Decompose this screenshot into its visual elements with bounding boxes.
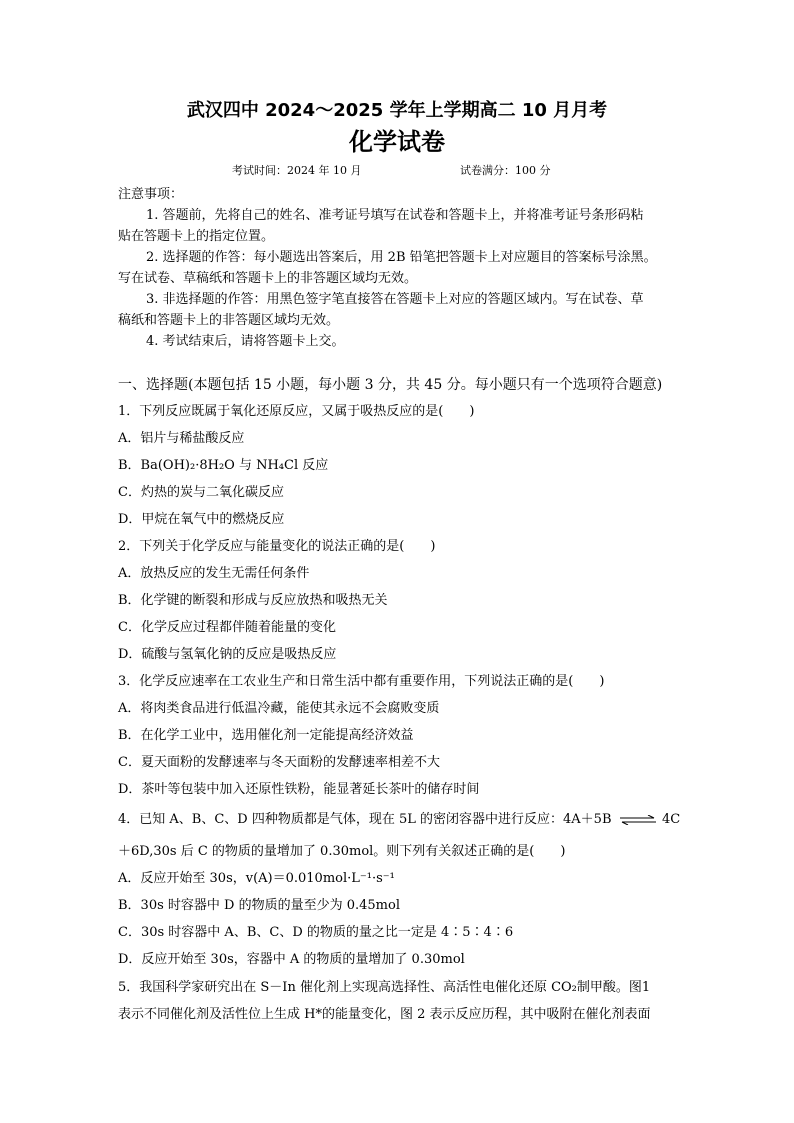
note-line: 写在试卷、草稿纸和答题卡上的非答题区域均无效。 <box>118 271 418 286</box>
question-stem: ＋6D,30s 后 C 的物质的量增加了 0.30mol。则下列有关叙述正确的是( ) <box>118 844 566 859</box>
question-option: D．反应开始至 30s，容器中 A 的物质的量增加了 0.30mol <box>118 952 465 967</box>
question-option: D．甲烷在氧气中的燃烧反应 <box>118 512 285 527</box>
note-line: 贴在答题卡上的指定位置。 <box>118 229 275 244</box>
question-stem-product: 4C <box>662 812 681 827</box>
exam-title-subject: 化学试卷 <box>349 128 445 156</box>
note-line: 3. 非选择题的作答：用黑色签字笔直接答在答题卡上对应的答题区域内。写在试卷、草 <box>146 292 644 307</box>
question-option: C．化学反应过程都伴随着能量的变化 <box>118 620 336 635</box>
question-stem: 1．下列反应既属于氧化还原反应，又属于吸热反应的是( ) <box>118 404 475 419</box>
note-line: 4. 考试结束后，请将答题卡上交。 <box>146 334 345 349</box>
full-score: 试卷满分：100 分 <box>460 164 551 177</box>
exam-time: 考试时间：2024 年 10 月 <box>232 164 362 177</box>
question-stem: 5．我国科学家研究出在 S－In 催化剂上实现高选择性、高活性电催化还原 CO₂制甲酸。图1 <box>118 980 651 995</box>
question-stem: 表示不同催化剂及活性位上生成 H*的能量变化，图 2 表示反应历程，其中吸附在催化剂表面 <box>118 1007 651 1022</box>
question-option: C．夏天面粉的发酵速率与冬天面粉的发酵速率相差不大 <box>118 755 440 770</box>
question-stem: 3．化学反应速率在工农业生产和日常生活中都有重要作用，下列说法正确的是( ) <box>118 674 605 689</box>
question-stem: 4．已知 A、B、C、D 四种物质都是气体，现在 5L 的密闭容器中进行反应：4A＋5B <box>118 812 612 827</box>
question-option: B．化学键的断裂和形成与反应放热和吸热无关 <box>118 593 388 608</box>
question-option: B．Ba(OH)₂·8H₂O 与 NH₄Cl 反应 <box>118 458 329 473</box>
question-stem: 2．下列关于化学反应与能量变化的说法正确的是( ) <box>118 539 436 554</box>
question-option: D．茶叶等包装中加入还原性铁粉，能显著延长茶叶的储存时间 <box>118 782 480 797</box>
question-option: A．铝片与稀盐酸反应 <box>118 431 245 446</box>
question-option: D．硫酸与氢氧化钠的反应是吸热反应 <box>118 647 337 662</box>
equilibrium-arrow-icon <box>620 815 656 825</box>
question-option: B．在化学工业中，选用催化剂一定能提高经济效益 <box>118 728 414 743</box>
note-line: 1. 答题前，先将自己的姓名、准考证号填写在试卷和答题卡上，并将准考证号条形码粘 <box>146 208 644 223</box>
exam-title-school: 武汉四中 2024～2025 学年上学期高二 10 月月考 <box>186 100 608 121</box>
section-heading: 一、选择题(本题包括 15 小题，每小题 3 分，共 45 分。每小题只有一个选项符合题意) <box>118 377 663 393</box>
notes-heading: 注意事项： <box>118 187 184 202</box>
question-option: A．放热反应的发生无需任何条件 <box>118 566 310 581</box>
question-option: A．将肉类食品进行低温冷藏，能使其永远不会腐败变质 <box>118 701 440 716</box>
question-option: C．30s 时容器中 A、B、C、D 的物质的量之比一定是 4∶5∶4∶6 <box>118 925 514 940</box>
note-line: 2. 选择题的作答：每小题选出答案后，用 2B 铅笔把答题卡上对应题目的答案标号涂黑。 <box>146 250 657 265</box>
question-option: B．30s 时容器中 D 的物质的量至少为 0.45mol <box>118 898 400 913</box>
question-option: A．反应开始至 30s，v(A)＝0.010mol·L⁻¹·s⁻¹ <box>118 871 395 886</box>
question-option: C．灼热的炭与二氧化碳反应 <box>118 485 284 500</box>
note-line: 稿纸和答题卡上的非答题区域均无效。 <box>118 313 340 328</box>
